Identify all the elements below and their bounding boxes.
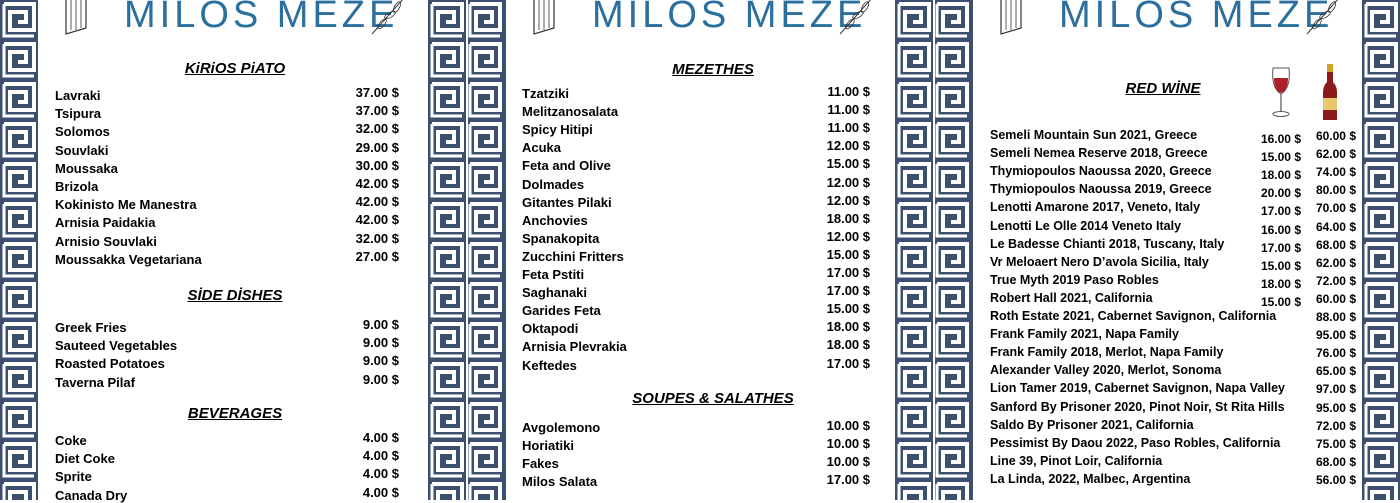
- wine-bottle-price: 95.00 $: [1315, 328, 1356, 343]
- menu-item-name: Canada Dry: [55, 487, 128, 503]
- brand-title: MILOS MEZE: [592, 0, 867, 36]
- menu-item-price: 4.00 $: [362, 430, 399, 445]
- menu-item-price: 11.00 $: [827, 102, 870, 118]
- menu-item-name: Saghanaki: [522, 285, 588, 301]
- menu-item-price: 27.00 $: [355, 248, 399, 264]
- greek-key-border-mid2: [895, 0, 973, 500]
- menu-item-name: Coke: [55, 433, 87, 448]
- menu-item-name: Milos Salata: [522, 474, 598, 490]
- wine-name: True Myth 2019 Paso Robles: [990, 272, 1159, 287]
- menu-page-3: [973, 0, 1362, 500]
- menu-item-name: Solomos: [55, 124, 110, 140]
- menu-item-name: Souvlaki: [55, 142, 109, 158]
- menu-item-name: Dolmades: [522, 176, 585, 192]
- wine-bottle-price: 60.00 $: [1315, 129, 1356, 143]
- menu-item-price: 15.00 $: [826, 156, 870, 172]
- wine-bottle-price: 95.00 $: [1315, 400, 1356, 415]
- wine-glass-price: 17.00 $: [1260, 240, 1301, 255]
- menu-item-name: Garides Feta: [522, 303, 601, 319]
- menu-item-price: 42.00 $: [355, 176, 399, 191]
- menu-item-price: 12.00 $: [826, 192, 870, 208]
- menu-item-price: 9.00 $: [362, 353, 399, 369]
- menu-item-price: 18.00 $: [826, 337, 870, 353]
- menu-page-1: [38, 0, 428, 503]
- wine-bottle-price: 72.00 $: [1315, 418, 1356, 433]
- menu-item-price: 17.00 $: [826, 265, 870, 280]
- menu-item-price: 17.00 $: [826, 283, 870, 299]
- wine-bottle-price: 97.00 $: [1315, 382, 1356, 397]
- wine-bottle-price: 64.00 $: [1315, 219, 1356, 234]
- greek-key-border-left: [0, 0, 38, 500]
- wine-name: Saldo By Prisoner 2021, California: [990, 417, 1194, 432]
- menu-item-name: Acuka: [522, 140, 562, 156]
- wine-glass-price: 16.00 $: [1260, 132, 1301, 146]
- menu-item-price: 4.00 $: [362, 466, 399, 482]
- menu-item-price: 29.00 $: [355, 139, 399, 155]
- wine-name: Semeli Nemea Reserve 2018, Greece: [990, 146, 1208, 161]
- menu-item-price: 11.00 $: [827, 120, 870, 136]
- wine-name: Frank Family 2021, Napa Family: [990, 327, 1179, 342]
- menu-item-name: Lavraki: [55, 88, 101, 103]
- wine-bottle-price: 68.00 $: [1315, 454, 1356, 469]
- menu-item-price: 15.00 $: [826, 301, 870, 317]
- wine-bottle-price: 76.00 $: [1315, 346, 1356, 361]
- wine-bottle-price: 70.00 $: [1315, 201, 1356, 216]
- wine-bottle-price: 72.00 $: [1315, 273, 1356, 288]
- menu-item-price: 9.00 $: [362, 335, 399, 351]
- wine-name: Roth Estate 2021, Cabernet Savignon, California: [990, 309, 1277, 323]
- menu-item-price: 10.00 $: [826, 418, 870, 433]
- menu-item-name: Arnisia Plevrakia: [522, 339, 627, 355]
- menu-item-price: 17.00 $: [826, 472, 870, 488]
- wine-name: Thymiopoulos Naoussa 2020, Greece: [990, 164, 1212, 179]
- section-heading: SOUPES & SALATHES: [632, 390, 794, 407]
- wine-name: Lenotti Amarone 2017, Veneto, Italy: [990, 200, 1201, 215]
- menu-item-name: Fakes: [522, 456, 559, 472]
- wine-glass-price: 18.00 $: [1260, 168, 1301, 183]
- menu-item-name: Sauteed Vegetables: [55, 338, 178, 354]
- wine-glass-price: 15.00 $: [1260, 294, 1301, 309]
- menu-item-price: 10.00 $: [826, 454, 870, 470]
- column-icon: [60, 0, 90, 38]
- section-heading: BEVERAGES: [187, 405, 283, 422]
- menu-item-name: Feta Pstiti: [522, 267, 585, 282]
- menu-item-price: 42.00 $: [355, 212, 399, 228]
- menu-item-name: Brizola: [55, 179, 99, 194]
- menu-item-price: 42.00 $: [355, 194, 399, 210]
- wine-bottle-price: 56.00 $: [1315, 472, 1356, 487]
- logo: [526, 0, 886, 38]
- wine-bottle-price: 62.00 $: [1315, 147, 1356, 162]
- wine-glass-price: 18.00 $: [1260, 276, 1301, 291]
- wine-name: Pessimist By Daou 2022, Paso Robles, California: [990, 435, 1281, 450]
- menu-item-name: Moussaka: [55, 160, 118, 176]
- wine-bottle-price: 62.00 $: [1315, 255, 1356, 270]
- column-icon: [528, 0, 558, 38]
- menu-item-price: 11.00 $: [827, 84, 870, 99]
- menu-item-price: 12.00 $: [826, 228, 870, 244]
- menu-item-name: Melitzanosalata: [522, 104, 619, 120]
- menu-item-name: Spicy Hitipi: [522, 122, 593, 138]
- logo: [993, 0, 1353, 38]
- menu-item-name: Tsipura: [55, 106, 101, 122]
- section-heading: KiRiOS PiATO: [184, 60, 286, 77]
- menu-item-name: Arnisio Souvlaki: [55, 233, 157, 249]
- column-icon: [995, 0, 1025, 38]
- menu-item-name: Tzatziki: [522, 86, 569, 101]
- wine-name: Line 39, Pinot Loir, California: [990, 453, 1163, 468]
- wine-name: Vr Meloaert Nero D’avola Sicilia, Italy: [990, 254, 1209, 269]
- wine-glass-price: 20.00 $: [1260, 186, 1301, 201]
- wine-bottle-price: 65.00 $: [1315, 364, 1356, 379]
- menu-item-price: 30.00 $: [355, 157, 399, 173]
- wine-name: La Linda, 2022, Malbec, Argentina: [990, 471, 1191, 486]
- wine-bottle-price: 74.00 $: [1315, 165, 1356, 180]
- wine-glass-price: 16.00 $: [1260, 222, 1301, 237]
- menu-item-price: 32.00 $: [355, 121, 399, 137]
- logo: [58, 0, 418, 38]
- menu-item-price: 18.00 $: [826, 319, 870, 335]
- wine-bottle-price: 75.00 $: [1315, 436, 1356, 451]
- menu-item-price: 4.00 $: [362, 448, 399, 464]
- menu-item-name: Zucchini Fritters: [522, 248, 624, 264]
- menu-item-name: Taverna Pilaf: [55, 374, 135, 390]
- wine-name: Sanford By Prisoner 2020, Pinot Noir, St Rita Hills: [990, 399, 1285, 414]
- menu-item-name: Avgolemono: [522, 420, 601, 435]
- wine-name: Le Badesse Chianti 2018, Tuscany, Italy: [990, 236, 1225, 251]
- menu-item-name: Sprite: [55, 469, 92, 485]
- menu-item-price: 9.00 $: [362, 317, 399, 332]
- menu-item-name: Gitantes Pilaki: [522, 194, 612, 210]
- wine-name: Semeli Mountain Sun 2021, Greece: [990, 128, 1198, 142]
- menu-item-name: Keftedes: [522, 357, 577, 373]
- wine-bottle-price: 80.00 $: [1315, 183, 1356, 198]
- menu-item-price: 17.00 $: [826, 355, 870, 371]
- menu-item-name: Diet Coke: [55, 451, 115, 467]
- greek-key-border-right: [1362, 0, 1400, 500]
- section-heading-red-wine: RED WİNE: [1125, 80, 1201, 97]
- menu-item-price: 12.00 $: [826, 174, 870, 190]
- wine-glass-price: 17.00 $: [1260, 204, 1301, 219]
- wine-bottle-price: 88.00 $: [1315, 310, 1356, 324]
- olive-branch-icon: [836, 0, 876, 36]
- section-heading: MEZETHES: [672, 61, 754, 78]
- wine-bottle-icon: [1321, 64, 1339, 122]
- wine-name: Robert Hall 2021, California: [990, 290, 1153, 305]
- section-heading: SİDE DİSHES: [187, 287, 283, 304]
- brand-title: MILOS MEZE: [124, 0, 399, 36]
- brand-title: MILOS MEZE: [1059, 0, 1334, 36]
- menu-item-price: 37.00 $: [355, 85, 399, 100]
- wine-glass-price: 15.00 $: [1260, 150, 1301, 165]
- menu-item-name: Arnisia Paidakia: [55, 215, 156, 231]
- wine-bottle-price: 60.00 $: [1315, 291, 1356, 306]
- menu-item-name: Feta and Olive: [522, 158, 611, 174]
- wine-name: Frank Family 2018, Merlot, Napa Family: [990, 345, 1224, 360]
- menu-page-2: [506, 0, 895, 500]
- menu-item-price: 4.00 $: [362, 484, 399, 500]
- menu-item-name: Spanakopita: [522, 230, 600, 246]
- menu-item-price: 10.00 $: [826, 436, 870, 452]
- menu-item-name: Horiatiki: [522, 438, 575, 454]
- wine-name: Alexander Valley 2020, Merlot, Sonoma: [990, 363, 1222, 378]
- wine-name: Lenotti Le Olle 2014 Veneto Italy: [990, 218, 1182, 233]
- menu-item-price: 32.00 $: [355, 230, 399, 246]
- menu-item-name: Moussakka Vegetariana: [55, 251, 202, 267]
- wine-name: Thymiopoulos Naoussa 2019, Greece: [990, 182, 1212, 197]
- menu-item-name: Oktapodi: [522, 321, 579, 337]
- wine-bottle-price: 68.00 $: [1315, 237, 1356, 252]
- wine-glass-price: 15.00 $: [1260, 258, 1301, 273]
- menu-item-price: 15.00 $: [826, 246, 870, 262]
- olive-branch-icon: [368, 0, 408, 36]
- menu-item-name: Roasted Potatoes: [55, 356, 165, 372]
- wine-glass-icon: [1269, 66, 1293, 120]
- menu-item-name: Greek Fries: [55, 320, 127, 335]
- olive-branch-icon: [1303, 0, 1343, 36]
- menu-item-price: 37.00 $: [355, 103, 399, 119]
- menu-item-price: 18.00 $: [826, 210, 870, 226]
- menu-item-name: Kokinisto Me Manestra: [55, 197, 197, 213]
- menu-item-price: 12.00 $: [826, 138, 870, 154]
- wine-name: Lion Tamer 2019, Cabernet Savignon, Napa Valley: [990, 381, 1286, 396]
- greek-key-border-mid1: [428, 0, 506, 500]
- menu-item-name: Anchovies: [522, 212, 588, 228]
- menu-item-price: 9.00 $: [362, 371, 399, 387]
